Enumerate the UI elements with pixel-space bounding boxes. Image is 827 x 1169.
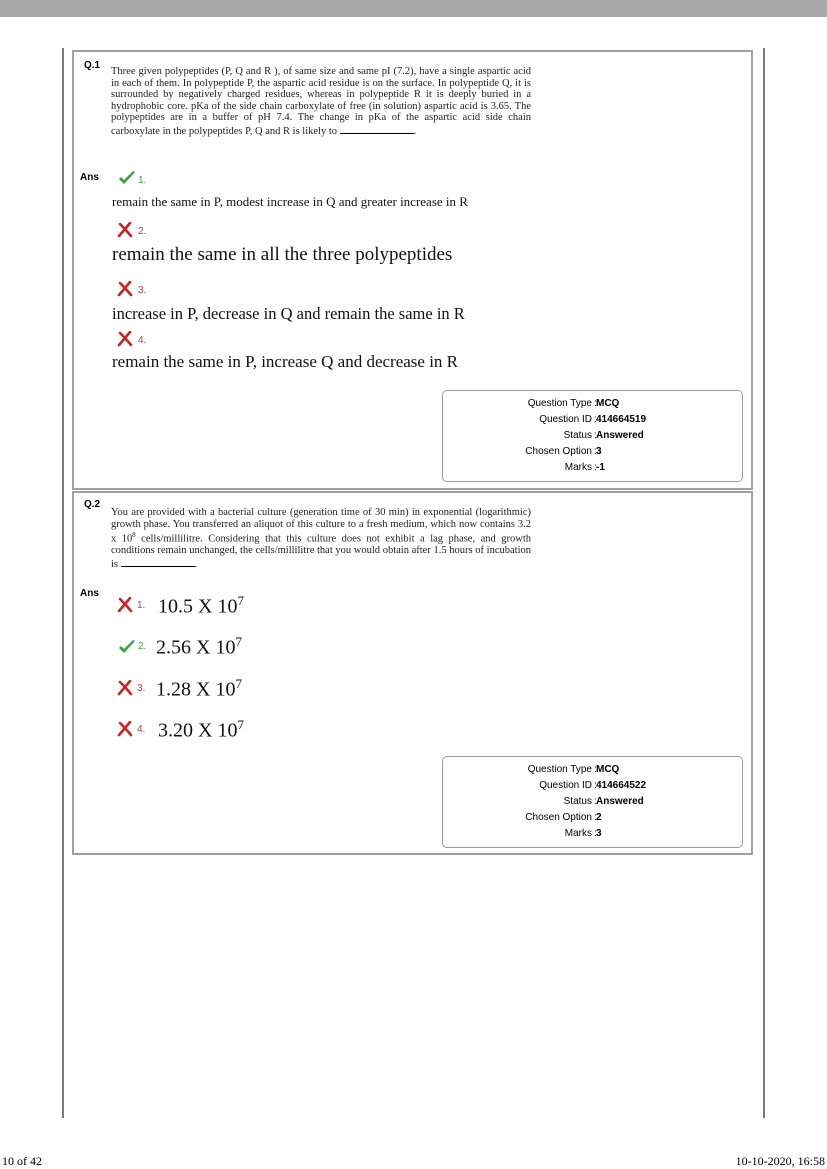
answer-blank [121,557,195,567]
option-number: 1. [137,600,146,611]
meta-label: Chosen Option [525,446,592,457]
option-number: 4. [138,335,147,346]
option-text [158,717,244,743]
meta-label: Marks [564,462,592,473]
meta-question-id: 414664522 [596,780,647,791]
option-text [158,593,244,619]
meta-question-type: MCQ [596,398,620,409]
meta-label: Question Type [527,398,592,409]
wrong-cross-icon [117,331,133,347]
option-text: remain the same in P, modest increase in Q and greater increase in R [112,194,468,209]
option-number: 4. [137,724,146,735]
meta-label: Marks [564,828,592,839]
wrong-cross-icon [117,721,133,737]
question-text [111,66,531,138]
option-number: 3. [138,285,147,296]
answer-label: Ans [80,172,99,183]
page-left-rule [62,48,64,1118]
option-number: 1. [138,175,147,186]
meta-question-id: 414664519 [596,414,647,425]
question-number: Q.1 [84,60,101,71]
option-exponent: 7 [235,634,242,649]
option-value: 2.56 X 10 [156,636,236,659]
option-text: remain the same in P, increase Q and decrease in R [112,352,459,371]
option-text: remain the same in all the three polypeptides [112,244,453,265]
meta-chosen-option: 3 [596,446,602,457]
browser-top-bar [0,0,827,17]
option-exponent: 7 [235,676,242,691]
meta-label: Question ID [539,780,592,791]
answer-blank [340,124,414,134]
question-meta-panel: Question Type : MCQ Question ID : 414664522 Status : Answered Chosen Option : 2 Marks : 3 [442,756,743,848]
meta-status: Answered [596,796,644,807]
option-text [156,676,242,702]
option-exponent: 7 [237,717,244,732]
answer-label: Ans [80,588,99,599]
option-number: 2. [138,226,147,237]
option-number: 2. [138,641,147,652]
option-value: 1.28 X 10 [156,678,236,701]
meta-label: Status [563,430,592,441]
question-meta-panel: Question Type : MCQ Question ID : 414664519 Status : Answered Chosen Option : 3 Marks : -1 [442,390,743,482]
option-value: 10.5 X 10 [158,595,238,618]
option-value: 3.20 X 10 [158,719,238,742]
page-right-rule [763,48,765,1118]
correct-check-icon [118,170,136,186]
meta-label: Question ID [539,414,592,425]
wrong-cross-icon [117,222,133,238]
page-indicator: 10 of 42 [2,1154,42,1168]
correct-check-icon [118,639,136,655]
option-exponent: 7 [237,593,244,608]
option-text [156,634,242,660]
question-text-body: You are provided with a bacterial culture (generation time of 30 min) in exponential (logarithmic) growth phase. You transferred an aliquot of this culture to a fresh medium, which now contains 3.2 x 10 [111,507,531,545]
meta-status: Answered [596,430,644,441]
question-text [111,507,531,570]
question-text-end: . [194,558,198,570]
option-text: increase in P, decrease in Q and remain the same in R [112,304,465,323]
question-text-exponent: 8 [132,532,136,540]
question-text-body: Three given polypeptides (P, Q and R ), of same size and same pI (7.2), have a single aspartic acid in each of them. In polypeptide P, the aspartic acid residue is on the surface. In polypeptide Q, it is surrounded by negatively charged residues, whereas in polypeptide R it is deeply buried in a hydrophobic core. pKa of the side chain carboxylate of free (in solution) aspartic acid is 3.65. The polypeptides are in a buffer of pH 7.4. The change in pKa of the aspartic acid side chain carboxylate in the polypeptides P, Q and R is likely to [111,66,531,137]
wrong-cross-icon [117,680,133,696]
question-card-1 [72,50,753,490]
meta-label: Status [563,796,592,807]
wrong-cross-icon [117,597,133,613]
option-number: 3. [137,683,146,694]
meta-label: Chosen Option [525,812,592,823]
meta-marks: -1 [596,462,605,473]
wrong-cross-icon [117,281,133,297]
meta-chosen-option: 2 [596,812,602,823]
question-text-middle: cells/millilitre. Considering that this culture does not exhibit a lag phase, and growth conditions remain unchanged, the cells/millilitre that you would obtain after 1.5 hours of incubation is [111,533,531,570]
question-card-2 [72,491,753,855]
meta-question-type: MCQ [596,764,620,775]
print-timestamp: 10-10-2020, 16:58 [735,1154,825,1168]
meta-marks: 3 [596,828,602,839]
question-number: Q.2 [84,499,101,510]
meta-label: Question Type [527,764,592,775]
question-text-end: . [413,125,417,137]
